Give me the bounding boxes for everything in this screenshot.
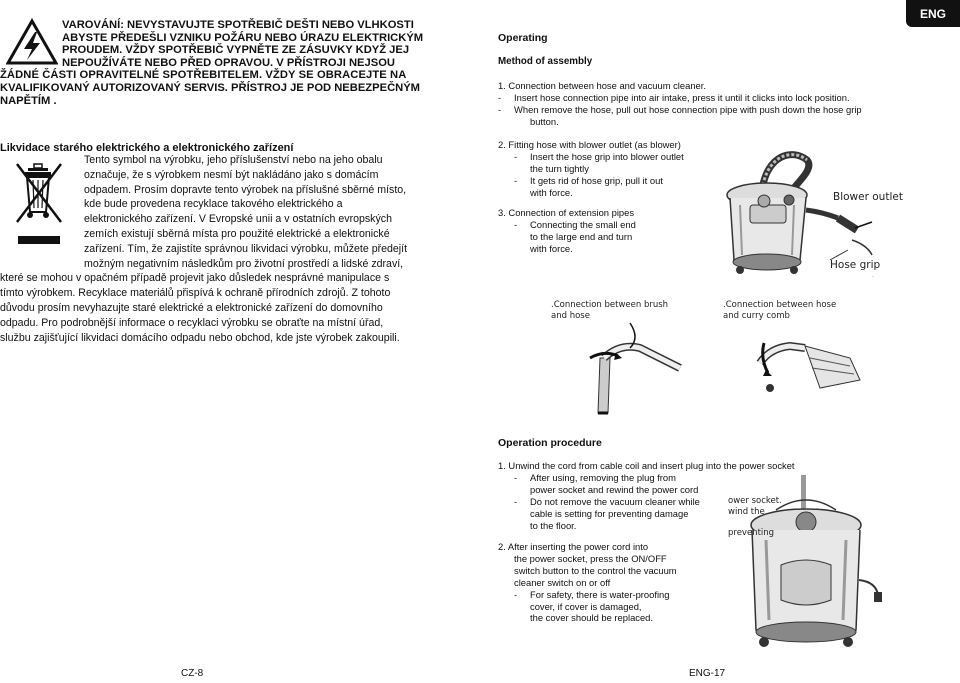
blower-outlet-label: Blower outlet bbox=[833, 191, 903, 203]
step-line: the power socket, press the ON/OFF bbox=[514, 552, 667, 564]
warning-block bbox=[62, 19, 424, 69]
step-bullet: - Do not remove the vacuum cleaner while bbox=[514, 495, 700, 507]
step-title: 2. Fitting hose with blower outlet (as blower) bbox=[498, 139, 681, 150]
disposal-full-paragraph bbox=[0, 271, 418, 345]
hose-grip-label: Hose grip bbox=[830, 259, 881, 271]
step-line: switch button to the control the vacuum bbox=[514, 564, 677, 576]
step-line: cleaner switch on or off bbox=[514, 576, 611, 588]
step-bullet: - Insert hose connection pipe into air intake, press it until it clicks into lock position. bbox=[498, 91, 850, 103]
step-bullet: - Connecting the small end bbox=[514, 218, 636, 230]
step-title: 1. Connection between hose and vacuum cleaner. bbox=[498, 80, 706, 91]
step-continuation: to the large end and turn bbox=[530, 230, 633, 242]
section-subtitle: Method of assembly bbox=[498, 56, 593, 67]
disposal-line: možným negativním následkům pro životní prostředí a lidské zdraví, bbox=[84, 257, 404, 270]
brush-caption-line-2: and hose bbox=[551, 311, 590, 321]
step-continuation: cable is setting for preventing damage bbox=[530, 507, 689, 519]
warning-block-full bbox=[0, 69, 421, 107]
disposal-indented-paragraph bbox=[84, 153, 416, 271]
svg-text:·: · bbox=[872, 274, 874, 280]
step-continuation: button. bbox=[530, 115, 559, 127]
disposal-line: které se mohou v opačném případě projevit jako důsledek nesprávné manipulace s bbox=[0, 272, 390, 285]
procedure-title: Operation procedure bbox=[498, 437, 602, 449]
section-title: Operating bbox=[498, 32, 548, 44]
disposal-heading: Likvidace starého elektrického a elektronického zařízení bbox=[0, 142, 294, 154]
warning-line: ABYSTE PŘEDEŠLI VZNIKU POŽÁRU NEBO ÚRAZU ELEKTRICKÝM bbox=[62, 31, 424, 44]
comb-caption-line-1: .Connection between hose bbox=[723, 300, 837, 310]
disposal-line: zařízení. Tím, že zajistíte správnou likvidaci výrobku, můžete předejít bbox=[84, 242, 408, 255]
step-title: 3. Connection of extension pipes bbox=[498, 207, 635, 218]
language-tab: ENG bbox=[906, 0, 960, 27]
step-continuation: with force. bbox=[530, 242, 573, 254]
step-continuation: cover, if cover is damaged, bbox=[530, 600, 642, 612]
crossed-bin-icon bbox=[14, 158, 64, 250]
procedure-step-2 bbox=[498, 541, 728, 624]
disposal-line: odpadu. Pro podrobnější informace o recyklaci výrobku se obraťte na místní úřad, bbox=[0, 316, 384, 329]
warning-line: ŽÁDNÉ ČÁSTI OPRAVITELNÉ SPOTŘEBITELEM. VŽDY SE OBRACEJTE NA bbox=[0, 69, 407, 82]
warning-line: VAROVÁNÍ: NEVYSTAVUJTE SPOTŘEBIČ DEŠTI NEBO VLHKOSTI bbox=[62, 19, 414, 31]
step-bullet: - It gets rid of hose grip, pull it out bbox=[514, 174, 663, 186]
step-continuation: to the floor. bbox=[530, 519, 577, 531]
step-continuation: the turn tightly bbox=[530, 162, 589, 174]
step-bullet: - When remove the hose, pull out hose connection pipe with push down the hose grip bbox=[498, 103, 862, 115]
disposal-line: tímto výrobkem. Recyklace materiálů přispívá k ochraně přírodních zdrojů. Z tohoto bbox=[0, 287, 391, 300]
disposal-line: označuje, že s výrobkem nesmí být nakládáno jako s domácím bbox=[84, 168, 379, 181]
disposal-line: službu zajišťující likvidaci domácího odpadu nebo obchod, kde jste výrobek zakoupili. bbox=[0, 331, 400, 344]
assembly-step-2 bbox=[498, 139, 728, 199]
disposal-line: zemích existují sběrná místa pro použité elektrické a elektronické bbox=[84, 227, 390, 240]
step-bullet: - Insert the hose grip into blower outlet bbox=[514, 150, 684, 162]
warning-line: PROUDEM. VŽDY SPOTŘEBIČ VYPNĚTE ZE ZÁSUVKY KDYŽ JEJ bbox=[62, 44, 410, 57]
warning-triangle-icon bbox=[6, 18, 58, 66]
warning-line: NEPOUŽÍVÁTE NEBO PŘED OPRAVOU. V PŘÍSTROJI NEJSOU bbox=[62, 56, 395, 69]
socket-label-line-1: ower socket. bbox=[728, 496, 782, 506]
assembly-step-1 bbox=[498, 80, 908, 128]
step-continuation: power socket and rewind the power cord bbox=[530, 483, 699, 495]
comb-hose-illustration bbox=[750, 318, 900, 413]
warning-line: KVALIFIKOVANÝ AUTORIZOVANÝ SERVIS. PŘÍSTROJ JE POD NEBEZPEČNÝM bbox=[0, 81, 421, 94]
disposal-line: elektronického zařízení. V Evropské unii a v ostatních evropských bbox=[84, 213, 392, 226]
warning-line: NAPĚTÍM . bbox=[0, 94, 57, 107]
page-number-left: CZ-8 bbox=[181, 668, 204, 679]
brush-caption-line-1: .Connection between brush bbox=[551, 300, 669, 310]
brush-hose-illustration bbox=[570, 318, 690, 418]
step-continuation: the cover should be replaced. bbox=[530, 612, 653, 624]
step-bullet: - After using, removing the plug from bbox=[514, 471, 676, 483]
step-bullet: - For safety, there is water-proofing bbox=[514, 588, 670, 600]
comb-caption-line-2: and curry comb bbox=[723, 311, 790, 321]
disposal-line: kde bude provedena recyklace takového elektrického a bbox=[84, 198, 343, 211]
disposal-line: Tento symbol na výrobku, jeho příslušenství nebo na jeho obalu bbox=[84, 154, 383, 166]
socket-label-line-2: wind the bbox=[728, 507, 765, 517]
step-title: 1. Unwind the cord from cable coil and insert plug into the power socket bbox=[498, 460, 795, 471]
step-line: 2. After inserting the power cord into bbox=[498, 541, 649, 552]
disposal-line: odpadem. Prosím dopravte tento výrobek na příslušné sběrné místo, bbox=[84, 183, 407, 196]
assembly-step-3 bbox=[498, 207, 728, 255]
socket-label-line-3: preventing bbox=[728, 528, 775, 538]
step-continuation: with force. bbox=[530, 186, 573, 198]
disposal-line: důvodu prosím nevyhazujte staré elektrické a elektronické zařízení do domovního bbox=[0, 301, 383, 314]
page-number-right: ENG-17 bbox=[689, 668, 726, 679]
